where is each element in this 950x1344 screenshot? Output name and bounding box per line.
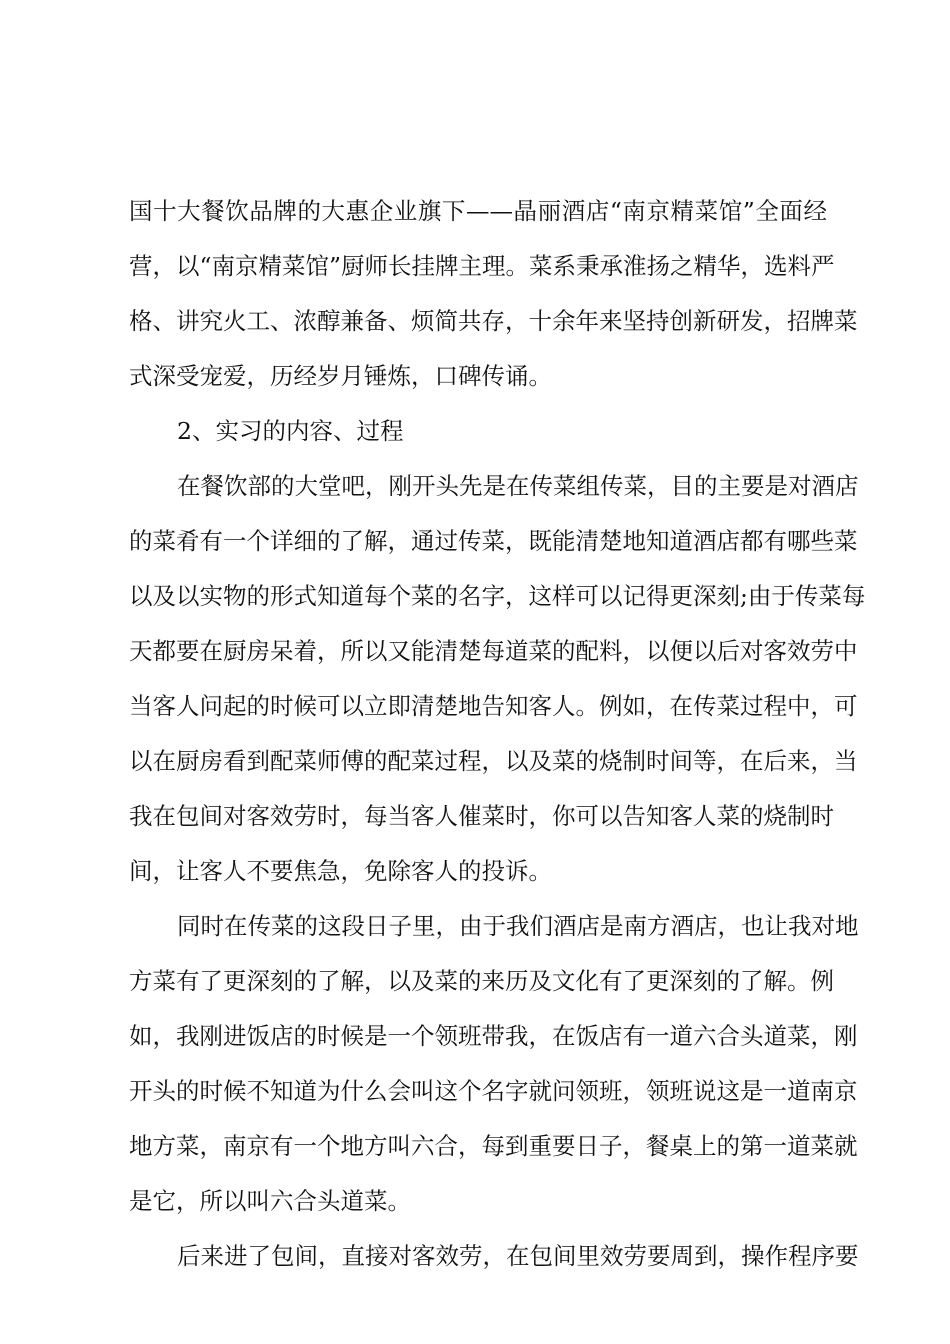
- paragraph-line: 间，让客人不要焦急，免除客人的投诉。: [129, 857, 552, 885]
- paragraph-line: 同时在传菜的这段日子里，由于我们酒店是南方酒店，也让我对地: [177, 912, 859, 940]
- paragraph-line: 后来进了包间，直接对客效劳，在包间里效劳要周到，操作程序要: [177, 1242, 859, 1270]
- paragraph-line: 我在包间对客效劳时，每当客人催菜时，你可以告知客人菜的烧制时: [129, 802, 834, 830]
- paragraph-line: 在餐饮部的大堂吧，刚开头先是在传菜组传菜，目的主要是对酒店: [177, 472, 859, 500]
- paragraph-line: 以在厨房看到配菜师傅的配菜过程，以及菜的烧制时间等，在后来，当: [129, 747, 858, 775]
- paragraph-line: 以及以实物的形式知道每个菜的名字，这样可以记得更深刻;由于传菜每: [129, 582, 866, 610]
- paragraph-line: 国十大餐饮品牌的大惠企业旗下——晶丽酒店“南京精菜馆”全面经: [129, 197, 827, 225]
- paragraph-line: 开头的时候不知道为什么会叫这个名字就问领班，领班说这是一道南京: [129, 1077, 858, 1105]
- paragraph-line: 如，我刚进饭店的时候是一个领班带我，在饭店有一道六合头道菜，刚: [129, 1022, 858, 1050]
- section-heading: 2、实习的内容、过程: [177, 417, 404, 445]
- paragraph-line: 的菜肴有一个详细的了解，通过传菜，既能清楚地知道酒店都有哪些菜: [129, 527, 858, 555]
- paragraph-line: 格、讲究火工、浓醇兼备、烦简共存，十余年来坚持创新研发，招牌菜: [129, 307, 858, 335]
- paragraph-line: 天都要在厨房呆着，所以又能清楚每道菜的配料，以便以后对客效劳中: [129, 637, 858, 665]
- paragraph-line: 式深受宠爱，历经岁月锤炼，口碑传诵。: [129, 362, 552, 390]
- paragraph-line: 地方菜，南京有一个地方叫六合，每到重要日子，餐桌上的第一道菜就: [129, 1132, 858, 1160]
- paragraph-line: 当客人问起的时候可以立即清楚地告知客人。例如，在传菜过程中，可: [129, 692, 858, 720]
- paragraph-line: 营，以“南京精菜馆”厨师长挂牌主理。菜系秉承淮扬之精华，选料严: [129, 252, 835, 280]
- paragraph-line: 方菜有了更深刻的了解，以及菜的来历及文化有了更深刻的了解。例: [129, 967, 834, 995]
- paragraph-line: 是它，所以叫六合头道菜。: [129, 1187, 411, 1215]
